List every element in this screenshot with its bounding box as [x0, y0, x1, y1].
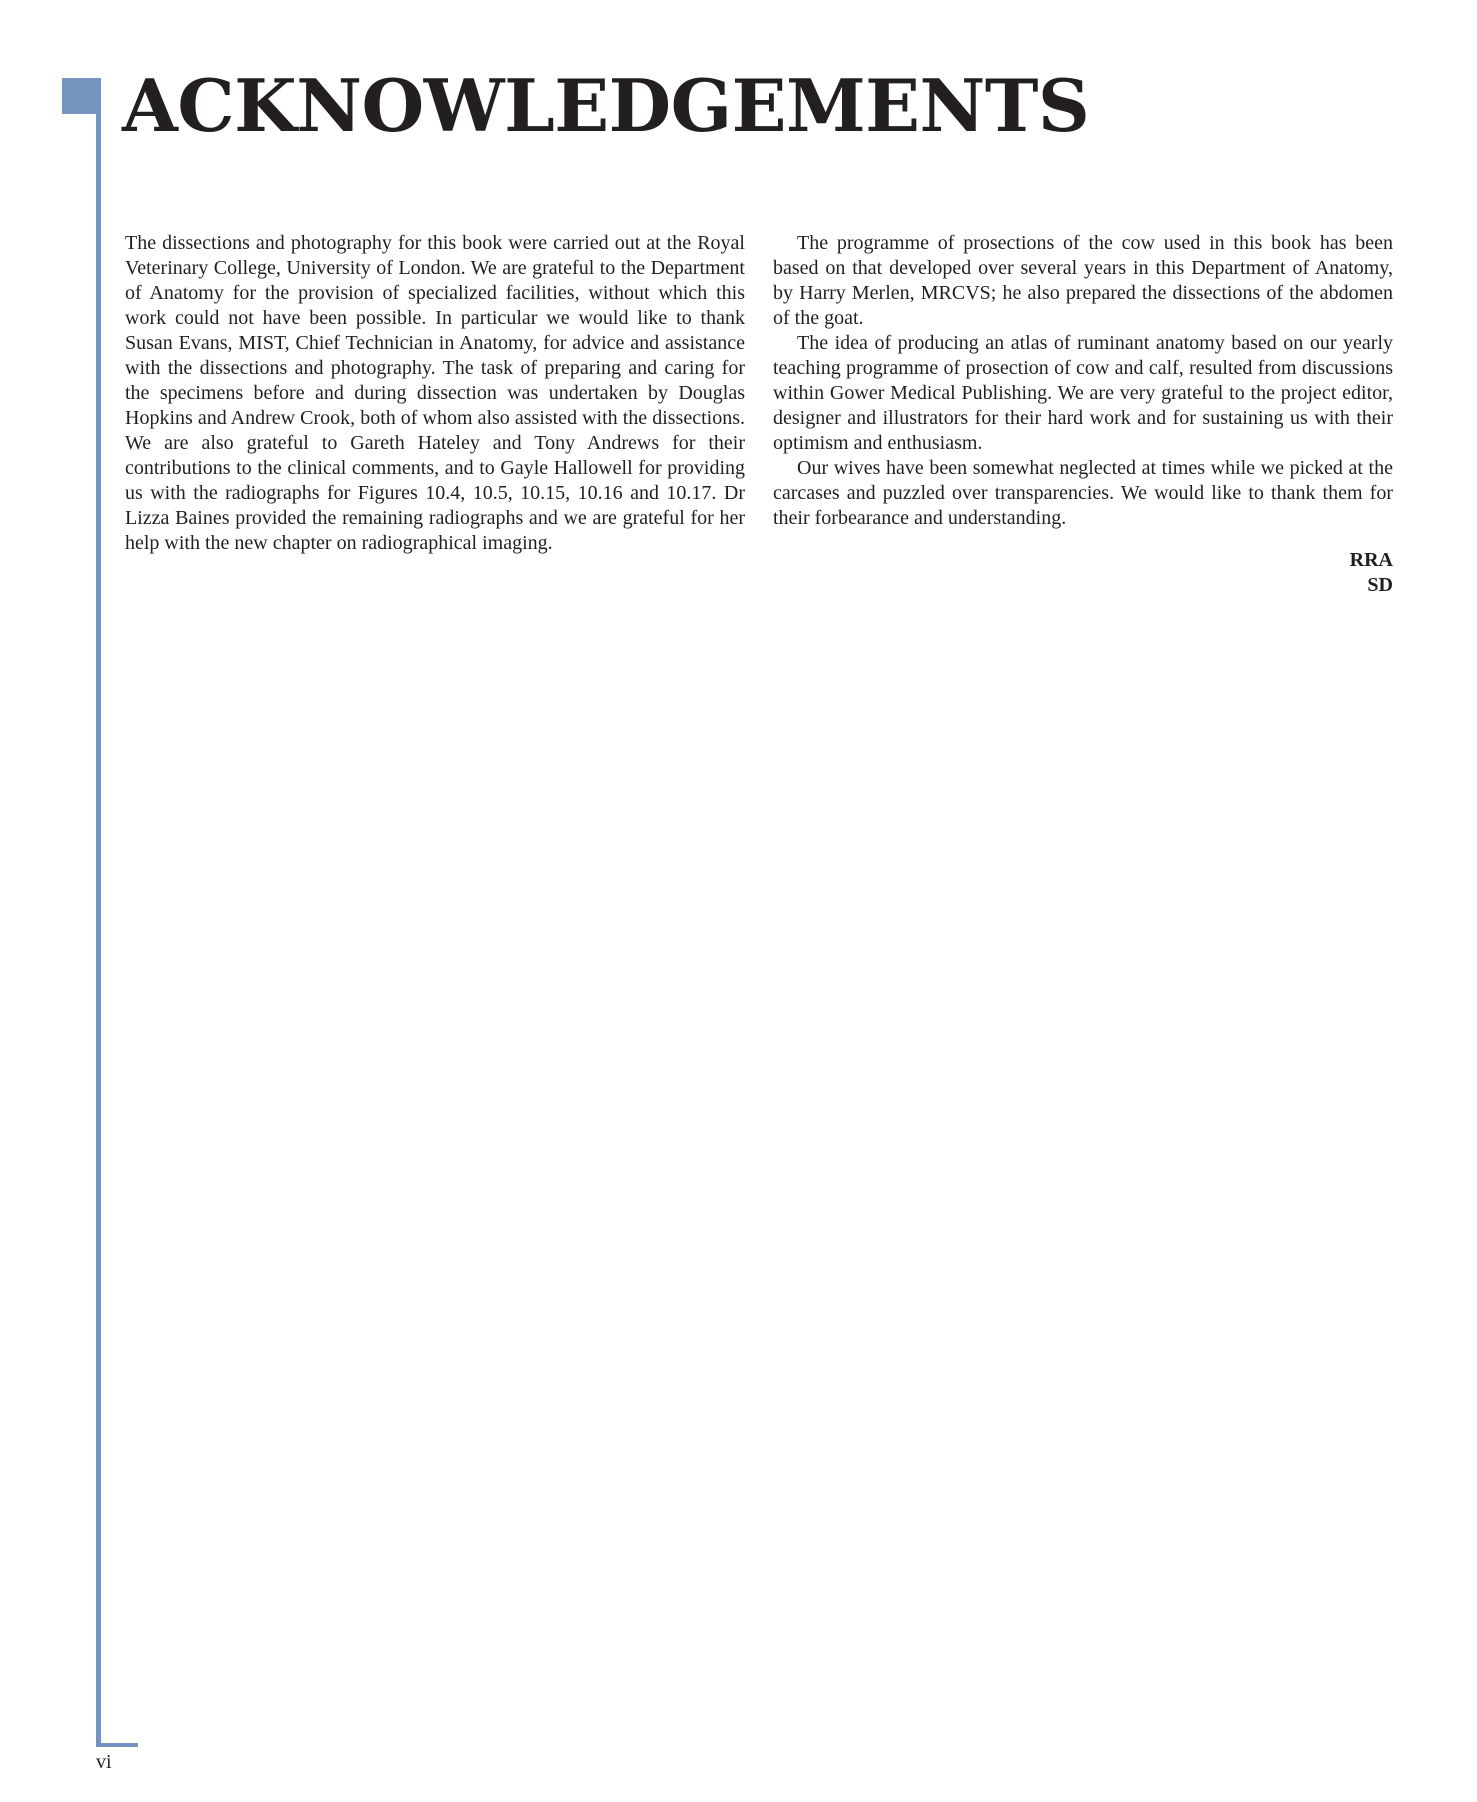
signature-block	[773, 548, 1393, 598]
page-number: vi	[96, 1751, 112, 1773]
body-paragraph: The idea of producing an atlas of ruminant anatomy based on our yearly teaching programme of prosection of cow and calf, resulted from discussions within Gower Medical Publishing. We are very grateful to the project editor, designer and illustrators for their hard work and for sustaining us with their optimism and enthusiasm.	[773, 332, 1393, 454]
signature-initials: RRA	[1349, 549, 1393, 571]
left-column	[125, 231, 745, 556]
page-title: ACKNOWLEDGEMENTS	[122, 63, 1090, 148]
accent-rule-foot	[96, 1743, 138, 1747]
body-paragraph: The dissections and photography for this book were carried out at the Royal Veterinary College, University of London. We are grateful to the Department of Anatomy for the provision of specialized facilities, without which this work could not have been possible. In particular we would like to thank Susan Evans, MIST, Chief Technician in Anatomy, for advice and assistance with the dissections and photography. The task of preparing and caring for the specimens before and during dissection was undertaken by Douglas Hopkins and Andrew Crook, both of whom also assisted with the dissections. We are also grateful to Gareth Hateley and Tony Andrews for their contributions to the clinical comments, and to Gayle Hallowell for providing us with the radiographs for Figures 10.4, 10.5, 10.15, 10.16 and 10.17. Dr Lizza Baines provided the remaining radiographs and we are grateful for her help with the new chapter on radiographical imaging.	[125, 232, 745, 554]
right-column	[773, 231, 1393, 598]
accent-square	[62, 78, 98, 114]
body-paragraph: The programme of prosections of the cow used in this book has been based on that developed over several years in this Department of Anatomy, by Harry Merlen, MRCVS; he also prepared the dissections of the abdomen of the goat.	[773, 232, 1393, 329]
body-paragraph: Our wives have been somewhat neglected at times while we picked at the carcases and puzzled over transparencies. We would like to thank them for their forbearance and understanding.	[773, 457, 1393, 529]
signature-initials: SD	[1367, 574, 1393, 596]
accent-rule-vertical	[96, 78, 101, 1747]
